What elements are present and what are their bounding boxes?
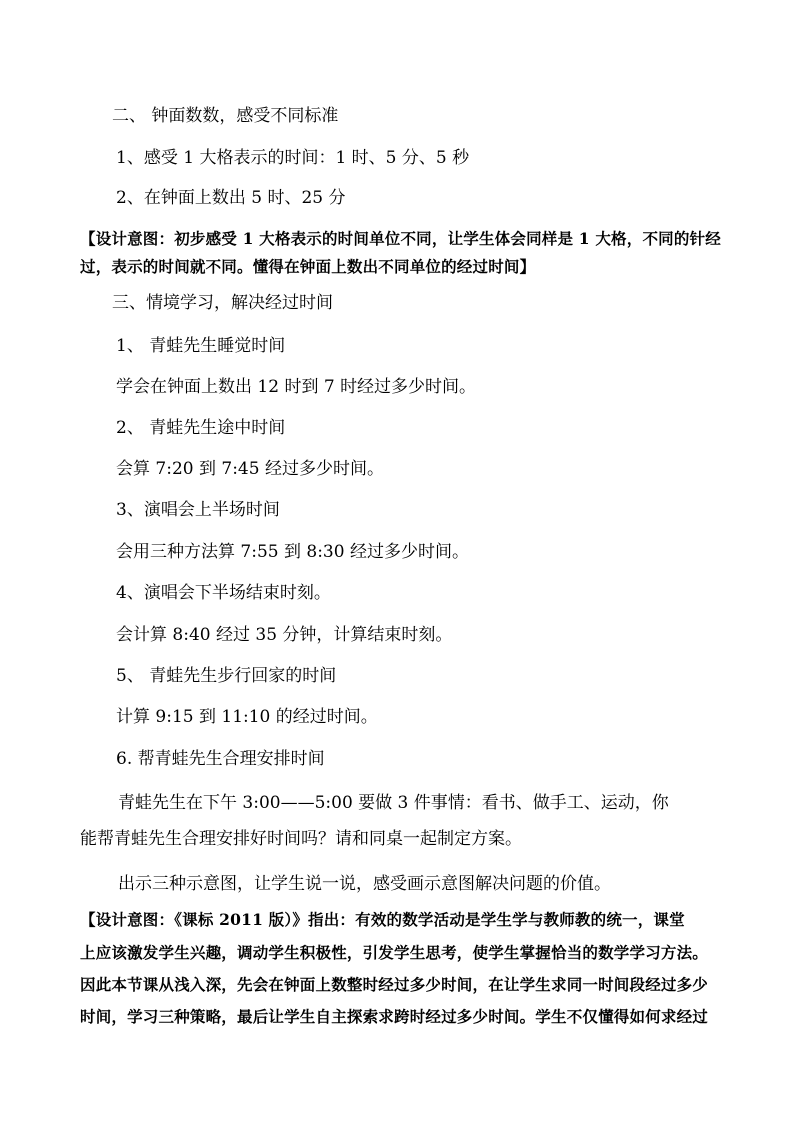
- diagram-paragraph: 出示三种示意图，让学生说一说，感受画示意图解决问题的价值。: [118, 874, 611, 894]
- design-intent-2-line-3: 因此本节课从浅入深，先会在钟面上数整时经过多少时间，在让学生求同一时间段经过多少: [80, 975, 709, 994]
- step-3-desc: 会用三种方法算 7:55 到 8:30 经过多少时间。: [116, 542, 469, 562]
- step-1-desc: 学会在钟面上数出 12 时到 7 时经过多少时间。: [116, 377, 477, 397]
- step-3-title: 3、演唱会上半场时间: [116, 500, 280, 520]
- design-intent-2-line-1: 【设计意图：《课标 2011 版）》指出：有效的数学活动是学生学与教师教的统一，课堂: [80, 910, 685, 929]
- step-1-title: 1、 青蛙先生睡觉时间: [116, 336, 286, 356]
- design-intent-2-line-4: 时间，学习三种策略，最后让学生自主探索求跨时经过多少时间。学生不仅懂得如何求经过: [80, 1007, 709, 1026]
- design-intent-1-line-2: 过，表示的时间就不同。懂得在钟面上数出不同单位的经过时间】: [80, 257, 536, 276]
- design-intent-2-line-2: 上应该激发学生兴趣，调动学生积极性，引发学生思考，使学生掌握恰当的数学学习方法。: [80, 943, 709, 962]
- section-heading-3: 三、情境学习，解决经过时间: [112, 293, 333, 313]
- step-6-title: 6. 帮青蛙先生合理安排时间: [116, 749, 325, 769]
- step-5-title: 5、 青蛙先生步行回家的时间: [116, 666, 337, 686]
- design-intent-1-line-1: 【设计意图：初步感受 1 大格表示的时间单位不同，让学生体会同样是 1 大格，不同的针经: [80, 229, 721, 248]
- item-2-text: 2、在钟面上数出 5 时、25 分: [116, 188, 346, 208]
- step-4-title: 4、演唱会下半场结束时刻。: [116, 583, 331, 603]
- step-4-desc: 会计算 8:40 经过 35 分钟，计算结束时刻。: [116, 625, 453, 645]
- step-6-desc-line-2: 能帮青蛙先生合理安排好时间吗？请和同桌一起制定方案。: [80, 829, 522, 849]
- step-2-title: 2、 青蛙先生途中时间: [116, 418, 286, 438]
- step-5-desc: 计算 9:15 到 11:10 的经过时间。: [116, 707, 378, 727]
- step-6-desc-line-1: 青蛙先生在下午 3:00——5:00 要做 3 件事情：看书、做手工、运动，你: [118, 793, 669, 813]
- step-2-desc: 会算 7:20 到 7:45 经过多少时间。: [116, 459, 384, 479]
- item-1-text: 1、感受 1 大格表示的时间：1 时、5 分、5 秒: [116, 148, 470, 168]
- section-heading-2: 二、 钟面数数，感受不同标准: [112, 106, 339, 126]
